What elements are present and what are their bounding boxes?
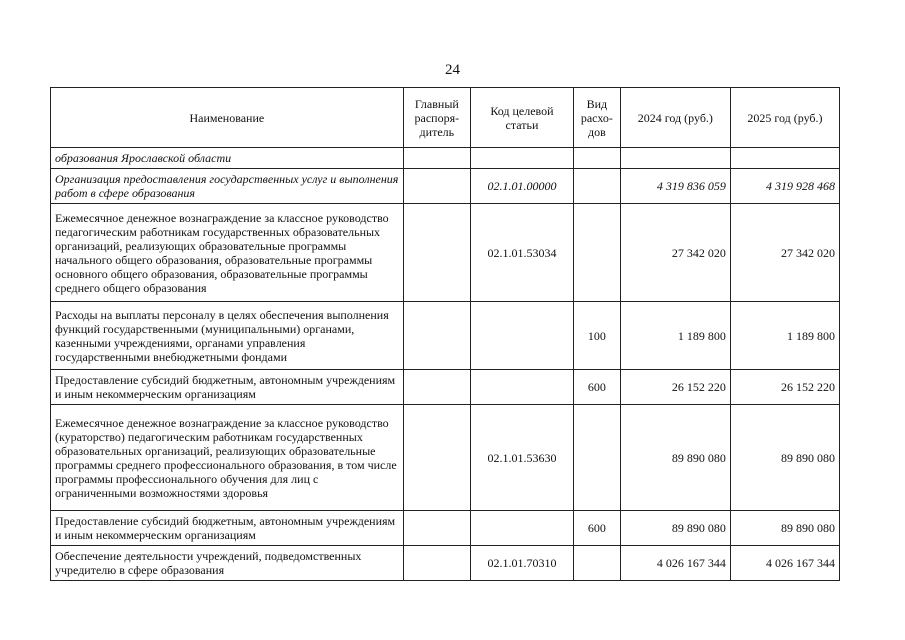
row-2024 [620, 148, 730, 169]
row-code: 02.1.01.53034 [470, 204, 573, 302]
row-name: Предоставление субсидий бюджетным, автономным учреждениям и иным некоммерческим организациям [51, 370, 404, 405]
row-name: Ежемесячное денежное вознаграждение за классное руководство (кураторство) педагогическим работникам государственных образовательных организаций, реализующих образовательные программы среднего профессионального образования, в том числе программы профессионального обучения для лиц с ограниченными возможностями здоровья [51, 405, 404, 511]
row-kind: 600 [573, 370, 620, 405]
row-admin [403, 405, 470, 511]
header-code: Код целевой статьи [470, 88, 573, 148]
row-admin [403, 169, 470, 204]
row-admin [403, 546, 470, 581]
row-2025: 4 319 928 468 [730, 169, 839, 204]
table-row [51, 169, 840, 204]
header-kind: Вид расхо-дов [573, 88, 620, 148]
row-code [470, 148, 573, 169]
row-kind [573, 169, 620, 204]
row-2025: 1 189 800 [730, 302, 839, 370]
row-2025: 89 890 080 [730, 511, 839, 546]
row-2024: 4 319 836 059 [620, 169, 730, 204]
header-2024: 2024 год (руб.) [620, 88, 730, 148]
row-2024: 26 152 220 [620, 370, 730, 405]
row-name: Предоставление субсидий бюджетным, автономным учреждениям и иным некоммерческим организациям [51, 511, 404, 546]
row-code [470, 370, 573, 405]
row-name: образования Ярославской области [51, 148, 404, 169]
row-name: Ежемесячное денежное вознаграждение за классное руководство педагогическим работникам государственных образовательных организаций, реализующих образовательные программы начального общего образования, образовательные программы основного общего образования, образовательные программы среднего общего образования [51, 204, 404, 302]
row-2025: 26 152 220 [730, 370, 839, 405]
table-row [51, 511, 840, 546]
row-kind [573, 405, 620, 511]
table-row [51, 370, 840, 405]
row-2025: 27 342 020 [730, 204, 839, 302]
row-name: Расходы на выплаты персоналу в целях обеспечения выполнения функций государственными (муниципальными) органами, казенными учреждениями, органами управления государственными внебюджетными фондами [51, 302, 404, 370]
table-row [51, 405, 840, 511]
row-2024: 27 342 020 [620, 204, 730, 302]
row-2025: 4 026 167 344 [730, 546, 839, 581]
row-kind [573, 204, 620, 302]
row-kind: 100 [573, 302, 620, 370]
row-kind [573, 546, 620, 581]
row-admin [403, 148, 470, 169]
table-row [51, 302, 840, 370]
row-2024: 4 026 167 344 [620, 546, 730, 581]
row-code: 02.1.01.00000 [470, 169, 573, 204]
table-row [51, 148, 840, 169]
row-code: 02.1.01.70310 [470, 546, 573, 581]
page-number: 24 [445, 62, 460, 78]
table-header [51, 88, 840, 148]
header-name: Наименование [51, 88, 404, 148]
row-admin [403, 511, 470, 546]
row-admin [403, 204, 470, 302]
header-admin: Главный распоря-дитель [403, 88, 470, 148]
row-kind: 600 [573, 511, 620, 546]
row-name: Обеспечение деятельности учреждений, подведомственных учредителю в сфере образования [51, 546, 404, 581]
table-row [51, 546, 840, 581]
row-code [470, 511, 573, 546]
row-2025: 89 890 080 [730, 405, 839, 511]
table-row [51, 204, 840, 302]
row-2024: 89 890 080 [620, 511, 730, 546]
row-kind [573, 148, 620, 169]
budget-table [50, 87, 840, 581]
header-2025: 2025 год (руб.) [730, 88, 839, 148]
row-2024: 1 189 800 [620, 302, 730, 370]
row-code: 02.1.01.53630 [470, 405, 573, 511]
row-admin [403, 370, 470, 405]
row-code [470, 302, 573, 370]
row-2024: 89 890 080 [620, 405, 730, 511]
row-2025 [730, 148, 839, 169]
row-admin [403, 302, 470, 370]
row-name: Организация предоставления государственных услуг и выполнения работ в сфере образования [51, 169, 404, 204]
table-body [51, 148, 840, 581]
